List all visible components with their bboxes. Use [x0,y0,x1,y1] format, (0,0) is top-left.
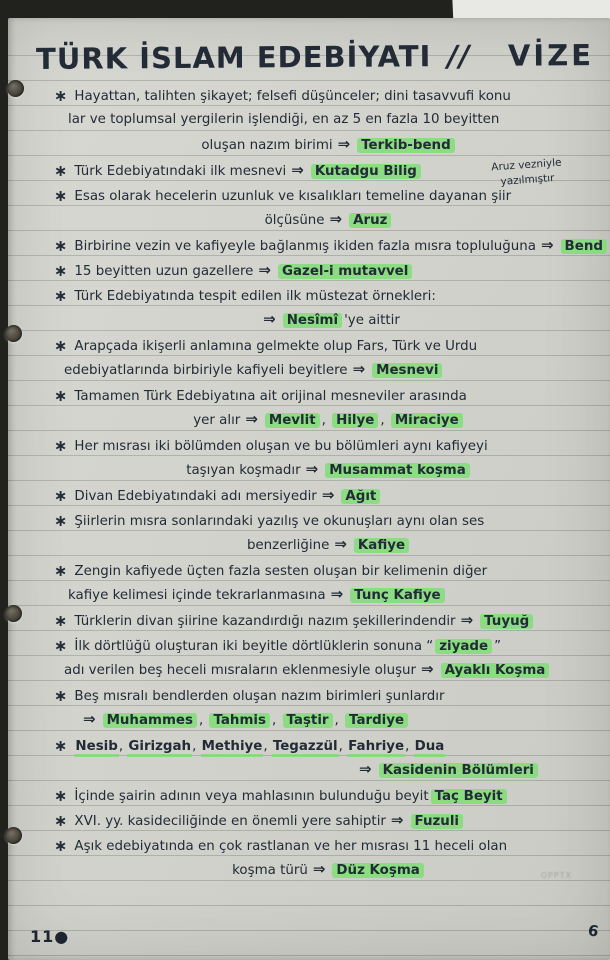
highlighted-term: Aruz [349,213,391,228]
note-item [54,732,604,782]
arrow-icon: ⇒ [245,410,258,428]
page-number-right: 6 [586,921,600,941]
note-item [54,507,604,557]
note-line [54,582,604,607]
arrow-icon: ⇒ [337,135,351,153]
note-item [54,182,604,232]
highlighted-term: Miraciye [391,413,463,428]
note-line [54,457,604,482]
arrow-icon: ⇒ [83,710,96,728]
note-line [54,707,604,732]
punch-hole [5,325,22,342]
arrow-icon: ⇒ [334,535,347,553]
highlighted-term: Kutadgu Bilig [311,164,421,179]
highlighted-term: Muhammes [103,713,197,728]
note-item [54,382,604,432]
note-item [54,607,604,632]
note-text: , [405,739,414,754]
note-line [54,382,604,407]
note-text: , [321,413,331,428]
note-text: Her mısrası iki bölümden oluşan ve bu bölümleri aynı kafiyeyi [74,439,488,454]
underlined-term: Nesib [74,739,118,757]
punch-hole [7,80,24,97]
page-title-left: TÜRK İSLAM EDEBİYATI [35,39,432,76]
highlighted-term: Kafiye [354,538,409,553]
note-item [54,482,604,507]
underlined-term: Dua [414,739,446,757]
note-line [54,732,604,757]
note-line [54,832,604,857]
note-item [54,632,604,682]
arrow-icon: ⇒ [263,310,276,328]
highlighted-term: Bend [561,239,607,254]
highlighted-term: Ayaklı Koşma [441,663,550,678]
note-line [54,232,604,257]
star-bullet-icon: ∗ [54,561,68,580]
star-bullet-icon: ∗ [54,736,68,755]
note-line [54,357,604,382]
arrow-icon: ⇒ [321,486,335,504]
star-bullet-icon: ∗ [54,386,68,405]
note-text: Türk Edebiyatındaki ilk mesnevi [74,164,287,179]
side-note-line-1: Aruz vezniyle [490,156,562,174]
highlighted-term: Tuyuğ [480,614,533,629]
note-text: , [263,739,272,754]
note-line [54,757,604,782]
page-title [36,38,594,76]
note-text: Birbirine vezin ve kafiyeyle bağlanmış ikiden fazla mısra topluluğuna [74,239,536,254]
note-item [54,782,604,807]
punch-hole [5,605,22,622]
star-bullet-icon: ∗ [54,486,68,505]
star-bullet-icon: ∗ [54,261,68,280]
highlighted-term: Mevlit [265,413,320,428]
arrow-icon: ⇒ [352,360,366,378]
highlighted-term: Ağıt [341,489,380,504]
highlighted-term: Fuzuli [411,814,464,829]
note-text: yer alır [193,413,241,428]
highlighted-term: Taç Beyit [431,789,507,804]
star-bullet-icon: ∗ [54,436,68,455]
note-text: Şiirlerin mısra sonlarındaki yazılış ve okunuşları aynı olan ses [74,514,485,529]
note-line [54,607,604,632]
arrow-icon: ⇒ [330,585,344,603]
note-text: Tamamen Türk Edebiyatına ait orijinal mesneviler arasında [74,389,467,404]
note-line [54,857,604,882]
highlighted-term: Gazel-i mutavvel [278,264,412,279]
arrow-icon: ⇒ [460,611,474,629]
underlined-term: Fahriye [347,739,405,757]
star-bullet-icon: ∗ [54,611,68,630]
arrow-icon: ⇒ [291,161,304,179]
note-text: , [198,713,208,728]
highlighted-term: ziyade [435,639,492,654]
arrow-icon: ⇒ [359,760,372,778]
camera-watermark: OPPTX [540,871,572,880]
star-bullet-icon: ∗ [54,786,68,805]
note-line [54,282,604,307]
highlighted-term: Terkib-bend [357,138,454,153]
star-bullet-icon: ∗ [54,686,68,705]
star-bullet-icon: ∗ [54,811,68,830]
note-line [54,682,604,707]
note-item [54,432,604,482]
star-bullet-icon: ∗ [54,186,68,205]
note-line [54,507,604,532]
note-text: , [338,739,348,754]
arrow-icon: ⇒ [329,210,343,228]
highlighted-term: Düz Koşma [332,863,423,878]
highlighted-term: Mesnevi [372,363,442,378]
note-text: oluşan nazım birimi [201,138,333,153]
note-text: , [334,713,344,728]
page-title-right: VİZE [507,38,595,73]
notes-list [54,82,604,882]
note-text: taşıyan koşmadır [186,463,301,478]
note-line [54,532,604,557]
note-text: edebiyatlarında birbiriyle kafiyeli beyitlere [64,363,348,378]
underlined-term: Tegazzül [272,739,339,757]
highlighted-term: Hilye [332,413,378,428]
note-text: benzerliğine [246,538,330,553]
note-line [54,107,604,132]
arrow-icon: ⇒ [305,460,319,478]
note-text: koşma türü [232,863,308,878]
note-line [54,132,604,157]
note-text: XVI. yy. kasideciliğinde en önemli yere sahiptir [74,814,386,829]
note-text: Zengin kafiyede üçten fazla sesten oluşan bir kelimenin diğer [74,564,488,579]
note-text: Divan Edebiyatındaki adı mersiyedir [74,489,317,504]
highlighted-term: Tunç Kafiye [350,588,444,603]
note-text: , [192,739,201,754]
note-text: Türklerin divan şiirine kazandırdığı nazım şekillerindendir [74,614,456,629]
note-item [54,682,604,732]
star-bullet-icon: ∗ [54,336,68,355]
note-line [54,432,604,457]
note-text: lar ve toplumsal yergilerin işlendiği, en az 5 en fazla 10 beyitten [68,112,500,127]
highlighted-term: Nesîmî [283,313,342,328]
star-bullet-icon: ∗ [54,836,68,855]
note-line [54,207,604,232]
highlighted-term: Musammat koşma [325,463,470,478]
note-text: 'ye aittir [344,313,400,328]
note-line [54,407,604,432]
side-note-line-2: yazılmıştır [500,172,555,188]
star-bullet-icon: ∗ [54,86,68,105]
note-line [54,257,604,282]
note-text: Beş mısralı bendlerden oluşan nazım birimleri şunlardır [74,689,445,704]
note-line [54,332,604,357]
arrow-icon: ⇒ [258,261,271,279]
note-item [54,557,604,607]
star-bullet-icon: ∗ [54,511,68,530]
note-text: 15 beyitten uzun gazellere [74,264,254,279]
note-text: Aşık edebiyatında en çok rastlanan ve her mısrası 11 heceli olan [74,839,508,854]
arrow-icon: ⇒ [312,860,326,878]
note-text: adı verilen beş heceli mısraların eklenmesiyle oluşur [64,663,417,678]
star-bullet-icon: ∗ [54,161,68,180]
note-text: , [271,713,281,728]
underlined-term: Methiye [201,739,264,757]
highlighted-term: Taştir [283,713,333,728]
arrow-icon: ⇒ [540,236,554,254]
note-line [54,782,604,807]
note-item [54,332,604,382]
star-bullet-icon: ∗ [54,236,68,255]
note-line [54,482,604,507]
note-text: , [118,739,128,754]
note-item [54,807,604,832]
arrow-icon: ⇒ [390,811,404,829]
note-item [54,832,604,882]
page-number-left: 11● [30,927,70,946]
note-text: Arapçada ikişerli anlamına gelmekte olup Fars, Türk ve Urdu [74,339,478,354]
note-text: kafiye kelimesi içinde tekrarlanmasına [68,588,326,603]
note-line [54,632,604,657]
note-text: ” [494,639,501,654]
note-line [54,307,604,332]
note-item [54,282,604,332]
note-text: İlk dörtlüğü oluşturan iki beyitle dörtlüklerin sonuna “ [74,639,434,654]
note-text: , [380,413,389,428]
highlighted-term: Tardiye [345,713,408,728]
star-bullet-icon: ∗ [54,636,68,655]
note-line [54,82,604,107]
highlighted-term: Kasidenin Bölümleri [379,763,538,778]
note-text: Türk Edebiyatında tespit edilen ilk müstezat örnekleri: [74,289,436,304]
note-line [54,657,604,682]
highlighted-term: Tahmis [209,713,270,728]
note-text: Hayattan, talihten şikayet; felsefi düşünceler; dini tasavvufi konu [74,89,511,104]
note-line [54,807,604,832]
note-item [54,257,604,282]
note-item [54,82,604,157]
note-text: ölçüsüne [264,213,325,228]
note-line [54,557,604,582]
arrow-icon: ⇒ [421,660,434,678]
note-item [54,232,604,257]
star-bullet-icon: ∗ [54,286,68,305]
title-separator: // [447,38,471,74]
underlined-term: Girizgah [127,739,192,757]
note-text: İçinde şairin adının veya mahlasının bulunduğu beyit [74,789,429,804]
notebook-page [8,18,610,960]
note-text: Esas olarak hecelerin uzunluk ve kısalıkları temeline dayanan şiir [74,189,512,204]
punch-hole [5,827,22,844]
